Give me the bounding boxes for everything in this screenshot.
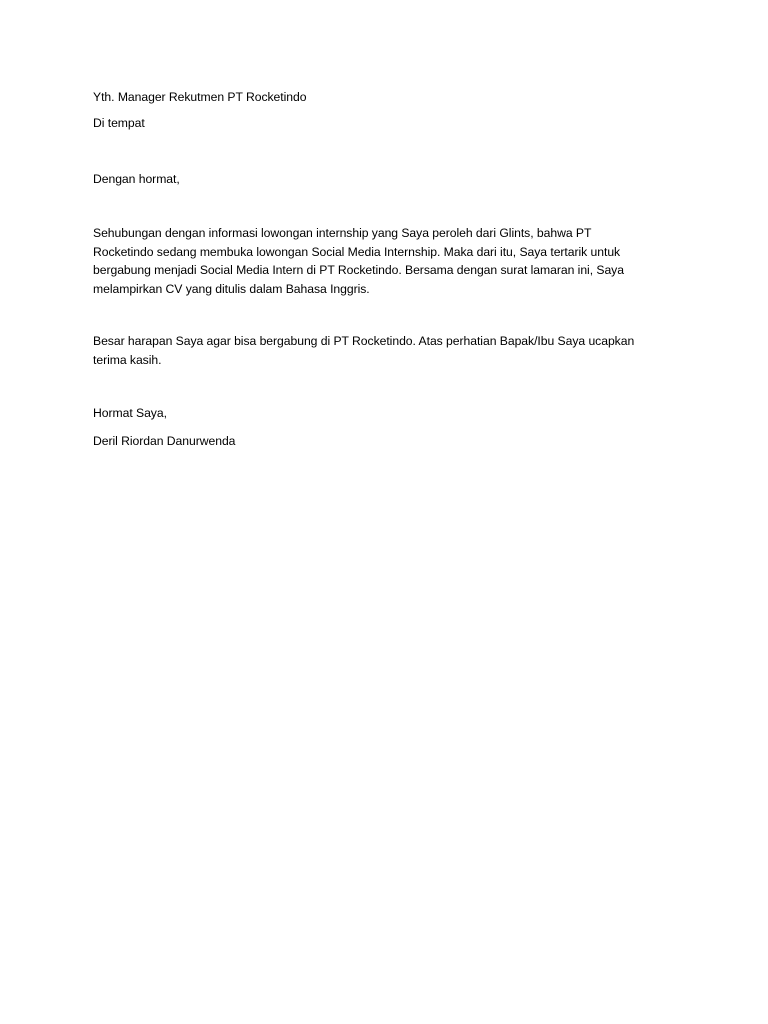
paragraph-2-line: terima kasih. — [93, 352, 162, 367]
location-line: Di tempat — [93, 116, 145, 130]
paragraph-1-line: Sehubungan dengan informasi lowongan internship yang Saya peroleh dari Glints, bahwa PT — [93, 226, 592, 240]
paragraph-1-line: bergabung menjadi Social Media Intern di PT Rocketindo. Bersama dengan surat lamaran ini, Saya — [93, 263, 624, 277]
closing-line: Hormat Saya, — [93, 406, 167, 420]
body-paragraph-2 — [93, 332, 634, 369]
body-paragraph-1 — [93, 224, 624, 298]
recipient-line: Yth. Manager Rekutmen PT Rocketindo — [93, 90, 307, 104]
paragraph-2-line: Besar harapan Saya agar bisa bergabung di PT Rocketindo. Atas perhatian Bapak/Ibu Saya ucapkan — [93, 334, 635, 348]
paragraph-1-line: Rocketindo sedang membuka lowongan Social Media Internship. Maka dari itu, Saya tertarik untuk — [93, 244, 621, 259]
salutation-line: Dengan hormat, — [93, 172, 180, 186]
signatory-name: Deril Riordan Danurwenda — [93, 434, 236, 448]
paragraph-1-line: melampirkan CV yang ditulis dalam Bahasa Inggris. — [93, 281, 370, 296]
